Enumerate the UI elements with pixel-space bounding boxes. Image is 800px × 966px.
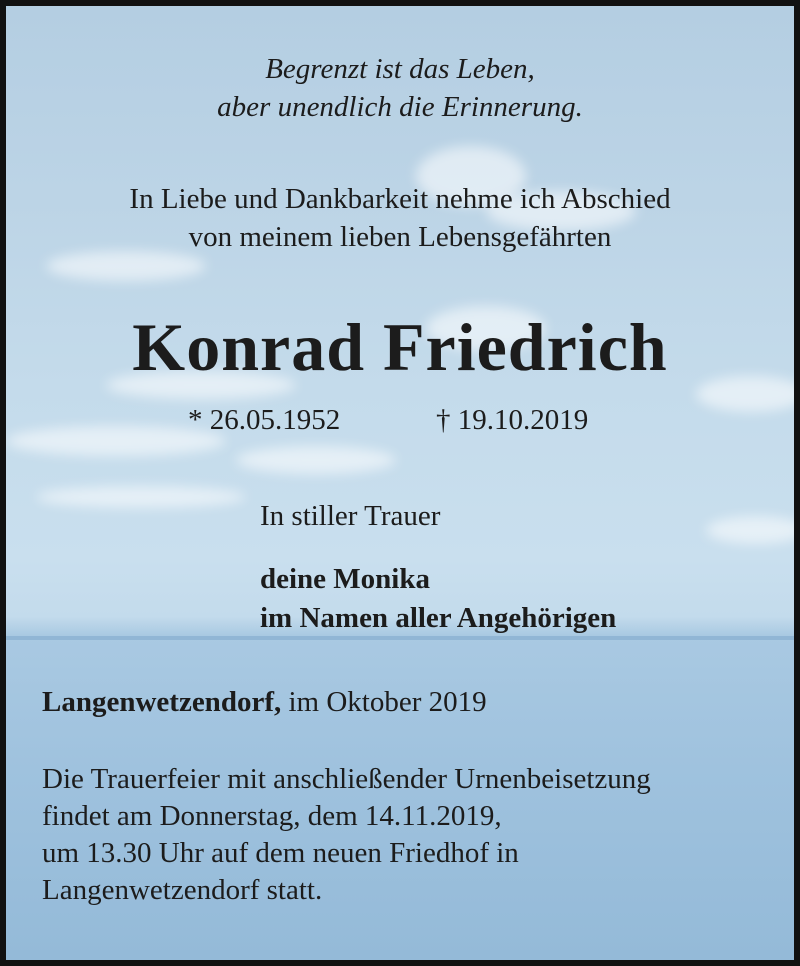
intro-line-1: In Liebe und Dankbarkeit nehme ich Abschied xyxy=(129,183,671,215)
ceremony-line-3: um 13.30 Uhr auf dem neuen Friedhof in xyxy=(42,837,519,869)
intro-text xyxy=(6,180,794,256)
cloud-shape xyxy=(236,446,396,474)
ceremony-line-2: findet am Donnerstag, dem 14.11.2019, xyxy=(42,800,502,832)
cloud-shape xyxy=(36,486,246,508)
motto xyxy=(6,50,794,126)
birth-date: * 26.05.1952 xyxy=(188,404,341,436)
intro-line-2: von meinem lieben Lebensgefährten xyxy=(188,221,612,253)
signatory-line-2: im Namen aller Angehörigen xyxy=(260,602,617,634)
ceremony-line-4: Langenwetzendorf statt. xyxy=(42,874,323,906)
motto-line-2: aber unendlich die Erinnerung. xyxy=(217,91,583,123)
date-text: im Oktober 2019 xyxy=(281,686,487,718)
death-date: † 19.10.2019 xyxy=(436,404,589,436)
deceased-name: Konrad Friedrich xyxy=(132,309,668,385)
motto-line-1: Begrenzt ist das Leben, xyxy=(265,53,535,85)
mourning-text: In stiller Trauer xyxy=(260,500,441,532)
place-name: Langenwetzendorf, xyxy=(42,686,282,718)
signatory-line-1: deine Monika xyxy=(260,563,430,595)
place-date xyxy=(42,686,487,719)
ceremony-info xyxy=(42,761,651,909)
ceremony-line-1: Die Trauerfeier mit anschließender Urnenbeisetzung xyxy=(42,763,651,795)
signatories xyxy=(260,560,616,638)
cloud-shape xyxy=(706,516,800,544)
